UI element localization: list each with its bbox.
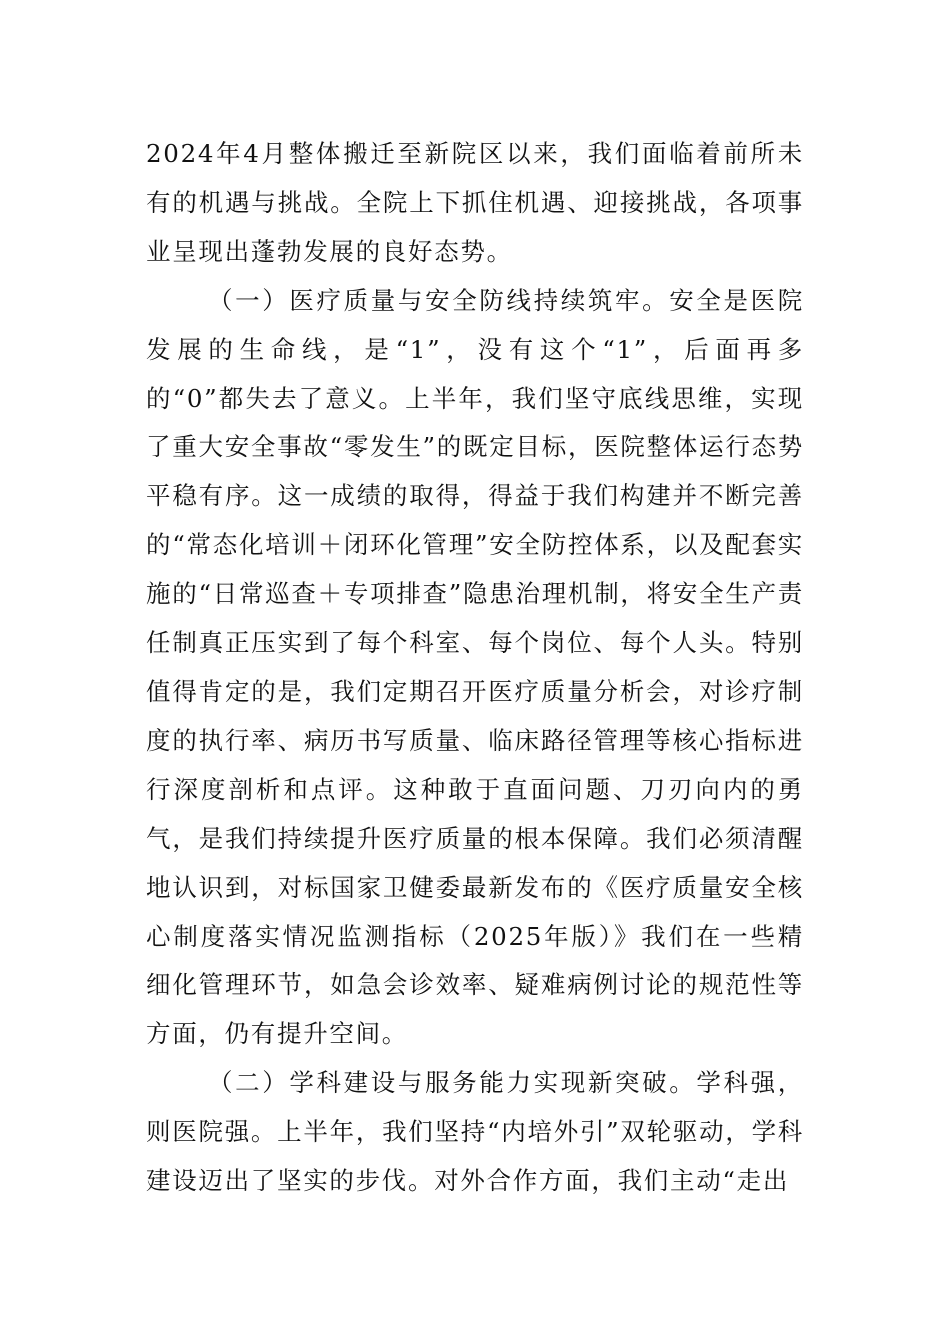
paragraph-medical-quality-safety: （一）医疗质量与安全防线持续筑牢。安全是医院发展的生命线，是“1”，没有这个“1”，后面再多的“0”都失去了意义。上半年，我们坚守底线思维，实现了重大安全事故“零发生”的既定目标，医院整体运行态势平稳有序。这一成绩的取得，得益于我们构建并不断完善的“常态化培训＋闭环化管理”安全防控体系，以及配套实施的“日常巡查＋专项排查”隐患治理机制，将安全生产责任制真正压实到了每个科室、每个岗位、每个人头。特别值得肯定的是，我们定期召开医疗质量分析会，对诊疗制度的执行率、病历书写质量、临床路径管理等核心指标进行深度剖析和点评。这种敢于直面问题、刀刃向内的勇气，是我们持续提升医疗质量的根本保障。我们必须清醒地认识到，对标国家卫健委最新发布的《医疗质量安全核心制度落实情况监测指标（2025年版）》我们在一些精细化管理环节，如急会诊效率、疑难病例讨论的规范性等方面，仍有提升空间。	[146, 285, 804, 1049]
paragraph-discipline-construction: （二）学科建设与服务能力实现新突破。学科强，则医院强。上半年，我们坚持“内培外引”双轮驱动，学科建设迈出了坚实的步伐。对外合作方面，我们主动“走出	[146, 1068, 804, 1196]
document-body	[146, 130, 804, 1206]
paragraph-relocation-intro: 2024年4月整体搬迁至新院区以来，我们面临着前所未有的机遇与挑战。全院上下抓住机遇、迎接挑战，各项事业呈现出蓬勃发展的良好态势。	[146, 139, 804, 266]
